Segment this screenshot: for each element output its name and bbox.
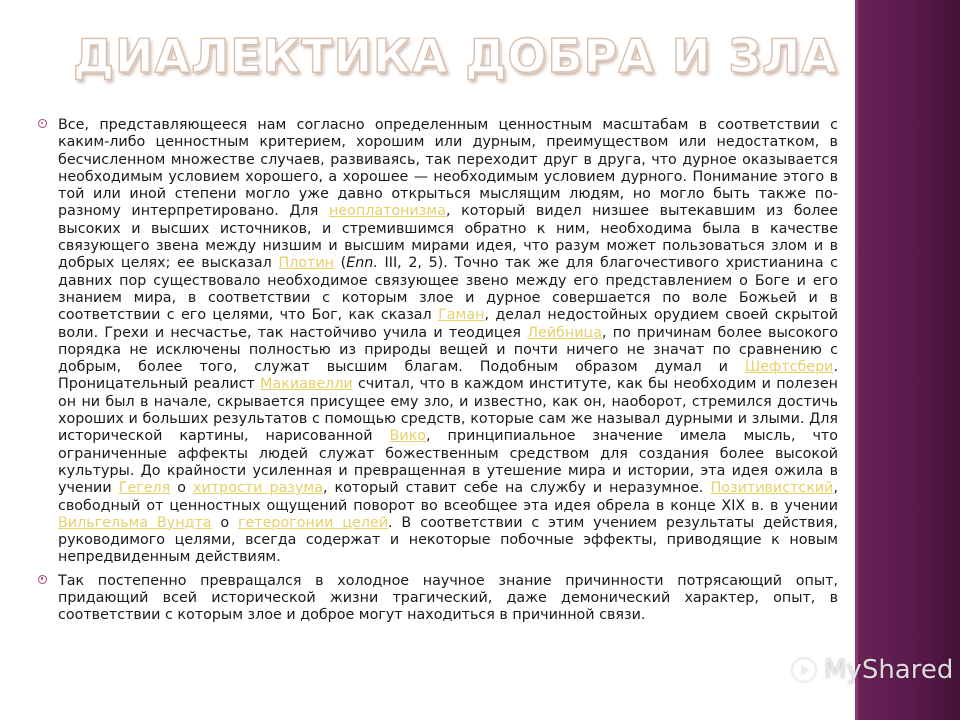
- text-run: (: [333, 255, 347, 272]
- text-run: , который ставит себе на службу и неразумное.: [322, 480, 711, 497]
- link-plotinus[interactable]: Плотин: [278, 255, 334, 272]
- watermark: [790, 655, 953, 685]
- link-leibniz[interactable]: Лейбница: [527, 324, 602, 341]
- text-run: , по причинам более высокого порядка не исключены полностью из природы вещей и почти ничего не значат по сравнению с добрым, более того, служат высшим благам. Подобным образом думал и: [58, 324, 839, 376]
- watermark-text: MyShared: [824, 655, 954, 685]
- text-run: , который видел низшее вытекавшим из более высоких и высших источников, и стремившимся обратно к ним, необходима была в качестве связующего звена между низшим и высшим мирами идея, что разум может пользоваться злом и в добрых целях; ее высказал: [58, 203, 838, 272]
- link-hegel[interactable]: Гегеля: [118, 480, 171, 497]
- text-run: о: [211, 514, 238, 531]
- text-run: , свободный от ценностных ощущений поворот во всеобщее эта идея обрела в конце XIX в. в учении: [58, 480, 839, 514]
- citation-text: Enn.: [346, 255, 378, 272]
- bullet-icon: [38, 575, 47, 584]
- link-neoplatonism[interactable]: неоплатонизма: [328, 203, 446, 220]
- side-band-edge: [855, 0, 858, 720]
- text-run: , делал недостойных орудием своей скрытой воли. Грехи и несчастье, так настойчиво учила и теодицея: [58, 307, 838, 341]
- slide-title: ДИАЛЕКТИКА ДОБРА И ЗЛА: [73, 29, 838, 83]
- paragraph-1: [38, 117, 838, 567]
- text-run: Так постепенно превращался в холодное научное знание причинности потрясающий опыт, придающий всей исторической жизни трагический, даже демонический характер, опыт, в соответствии с которым злое и доброе могут находиться в причинной связи.: [58, 572, 838, 624]
- text-run: . В соответствии с этим учением результаты действия, руководимого целями, всегда содержат и некоторые побочные эффекты, приводящие к новым непредвиденным действиям.: [58, 514, 839, 566]
- link-cunning-of-reason[interactable]: хитрости разума: [193, 480, 323, 497]
- link-hamann[interactable]: Гаман: [438, 307, 485, 324]
- link-heterogony-of-ends[interactable]: гетерогонии целей: [237, 514, 389, 531]
- link-vico[interactable]: Вико: [389, 428, 427, 445]
- text-run: Все, представляющееся нам согласно определенным ценностным масштабам в соответствии с каким-либо ценностным критерием, хорошим или дурным, преимуществом или недостатком, в бесчисленном множестве случаев, развиваясь, так переходит друг в друга, что дурное оказывается необходимым условием хорошего, а хорошее — необходимым условием дурного. Понимание этого в той или иной степени могло уже давно открыться мыслящим людям, но могло быть также по-разному интерпретировано. Для: [58, 117, 838, 220]
- bullet-icon: [38, 119, 47, 128]
- text-run: считал, что в каждом институте, как бы необходим и полезен он ни был в начале, скрывается присущее ему зло, и известно, как он, наоборот, стремился достичь хороших и больших результатов с помощью средств, которые сам же называл дурными и злыми. Для исторической картины, нарисованной: [58, 376, 838, 445]
- text-run: о: [170, 480, 194, 497]
- play-icon: [790, 656, 818, 684]
- paragraph-2: [38, 573, 838, 625]
- decorative-side-band: [855, 0, 960, 720]
- link-wilhelm-wundt[interactable]: Вильгельма Вундта: [58, 514, 212, 531]
- slide-body: [38, 117, 838, 631]
- link-machiavelli[interactable]: Макиавелли: [260, 376, 353, 393]
- text-run: . Проницательный реалист: [58, 359, 838, 393]
- text-run: , принципиальное значение имела мысль, что ограниченные аффекты людей служат божественным средством для создания более высокой культуры. До крайности усиленная и превращенная в утешение мира и истории, эта идея ожила в учении: [58, 428, 839, 497]
- link-positivist[interactable]: Позитивистский: [710, 480, 834, 497]
- text-run: III, 2, 5). Точно так же для благочестивого христианина с давних пор существовало необходимое связующее звено между его представлением о Боге и его знанием мира, в соответствии с которым злое и дурное совершается по воле Божьей и в соответствии с его целями, что Бог, как сказал: [58, 255, 839, 324]
- link-shaftesbury[interactable]: Шефтсбери: [744, 359, 834, 376]
